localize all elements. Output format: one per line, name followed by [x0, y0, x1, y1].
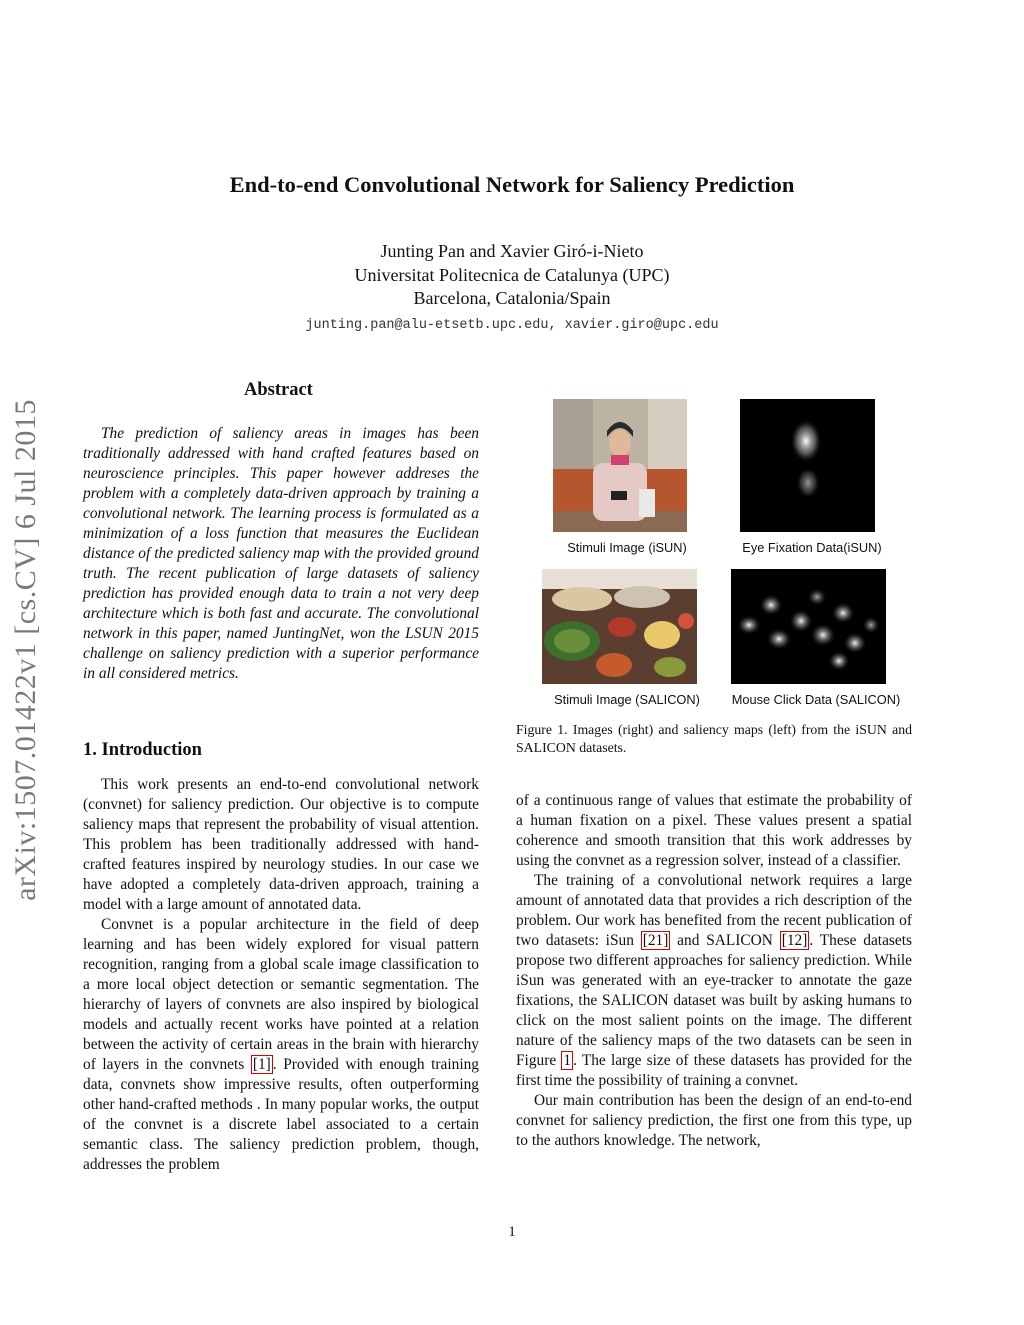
right-paragraph-2	[516, 871, 912, 1091]
author-emails[interactable]: junting.pan@alu-etsetb.upc.edu, xavier.giro@upc.edu	[305, 317, 719, 333]
eye-fixation-map-isun	[740, 399, 875, 532]
abstract-text	[83, 424, 479, 684]
label-fixation-isun: Eye Fixation Data(iSUN)	[742, 540, 882, 555]
right-p2-text-c: . These datasets propose two different approaches for saliency prediction. While iSun was generated with an eye-tracker to annotate the gaze fixations, the SALICON dataset was built by asking humans to click on the most salient points on the image. The different nature of the saliency maps of the two datasets can be seen in Figure	[516, 932, 912, 1069]
introduction-heading: 1. Introduction	[83, 740, 202, 760]
citation-link-1[interactable]: [1]	[252, 1056, 271, 1073]
right-paragraph-3: Our main contribution has been the design of an end-to-end convnet for saliency prediction, the first one from this type, up to the authors knowledge. The network,	[516, 1092, 912, 1149]
stimuli-image-isun	[553, 399, 687, 532]
paper-title: End-to-end Convolutional Network for Saliency Prediction	[229, 172, 795, 197]
intro-paragraph-1: This work presents an end-to-end convolutional network (convnet) for saliency prediction. Our objective is to compute saliency maps that represent the probability of visual attention. This problem has been traditionally addressed with hand-crafted features inspired by neurology studies. In our case we have adopted a completely data-driven approach, training a model with a large amount of annotated data.	[83, 776, 479, 913]
right-p2-text-d: . The large size of these datasets has provided for the first time the possibility of training a convnet.	[516, 1052, 912, 1089]
citation-link-12[interactable]: [12]	[781, 932, 808, 949]
label-mouse-salicon: Mouse Click Data (SALICON)	[731, 692, 901, 707]
author-names: Junting Pan and Xavier Giró-i-Nieto	[380, 241, 644, 261]
author-block	[0, 240, 1024, 337]
figure-1-link[interactable]: 1	[563, 1052, 572, 1069]
stimuli-image-salicon	[542, 569, 697, 684]
intro-p2-text-a: Convnet is a popular architecture in the field of deep learning and has been widely explored for visual pattern recognition, ranging from a global scale image classification to a more local object detection or semantic segmentation. The hierarchy of layers of convnets are also inspired by biological models and actually recent works have pointed at a relation between the activity of certain areas in the brain with hierarchy of layers in the convnets	[83, 916, 479, 1073]
right-p2-text-a: The training of a convolutional network requires a large amount of annotated data that provides a rich description of the problem. Our work has benefited from the recent publication of two datasets: iSun	[516, 872, 912, 949]
abstract-heading: Abstract	[244, 380, 313, 400]
right-p2-text-b: and SALICON	[670, 932, 780, 949]
intro-paragraph-2	[83, 915, 479, 1175]
author-affiliation: Universitat Politecnica de Catalunya (UPC)	[354, 264, 670, 285]
right-paragraph-1: of a continuous range of values that estimate the probability of a human fixation on a pixel. These values present a spatial coherence and smooth transition that this work addresses by using the convnet as a regression solver, instead of a classifier.	[516, 792, 912, 869]
arxiv-stamp: arXiv:1507.01422v1 [cs.CV] 6 Jul 2015	[9, 399, 42, 901]
figure-1-caption: Figure 1. Images (right) and saliency maps (left) from the iSUN and SALICON datasets.	[516, 722, 912, 755]
stimuli-salicon-photo	[542, 569, 697, 684]
mouse-click-heatmap-salicon	[731, 569, 886, 684]
label-stimuli-isun: Stimuli Image (iSUN)	[567, 540, 687, 555]
label-stimuli-salicon: Stimuli Image (SALICON)	[554, 692, 700, 707]
page-number: 1	[508, 1224, 516, 1240]
right-column-body	[516, 791, 912, 1151]
fixation-heatmap-isun	[740, 399, 875, 532]
author-location: Barcelona, Catalonia/Spain	[413, 288, 611, 308]
stimuli-isun-photo	[553, 399, 687, 532]
intro-p2-text-b: . Provided with enough training data, convnets show impressive results, often outperforming other hand-crafted methods . In many popular works, the output of the convnet is a discrete label associated to a certain semantic class. The saliency prediction problem, though, addresses the problem	[83, 1056, 479, 1173]
introduction-body	[83, 775, 479, 1175]
mouse-click-map-salicon	[731, 569, 886, 684]
abstract-paragraph: The prediction of saliency areas in images has been traditionally addressed with hand crafted features based on neuroscience principles. This paper however addreses the problem with a completely data-driven approach by training a convolutional network. The learning process is formulated as a minimization of a loss function that measures the Euclidean distance of the predicted saliency map with the provided ground truth. The recent publication of large datasets of saliency prediction has provided enough data to train a not very deep architecture which is both fast and accurate. The convolutional network in this paper, named JuntingNet, won the LSUN 2015 challenge on saliency prediction with a superior performance in all considered metrics.	[83, 425, 479, 682]
citation-link-21[interactable]: [21]	[642, 932, 669, 949]
